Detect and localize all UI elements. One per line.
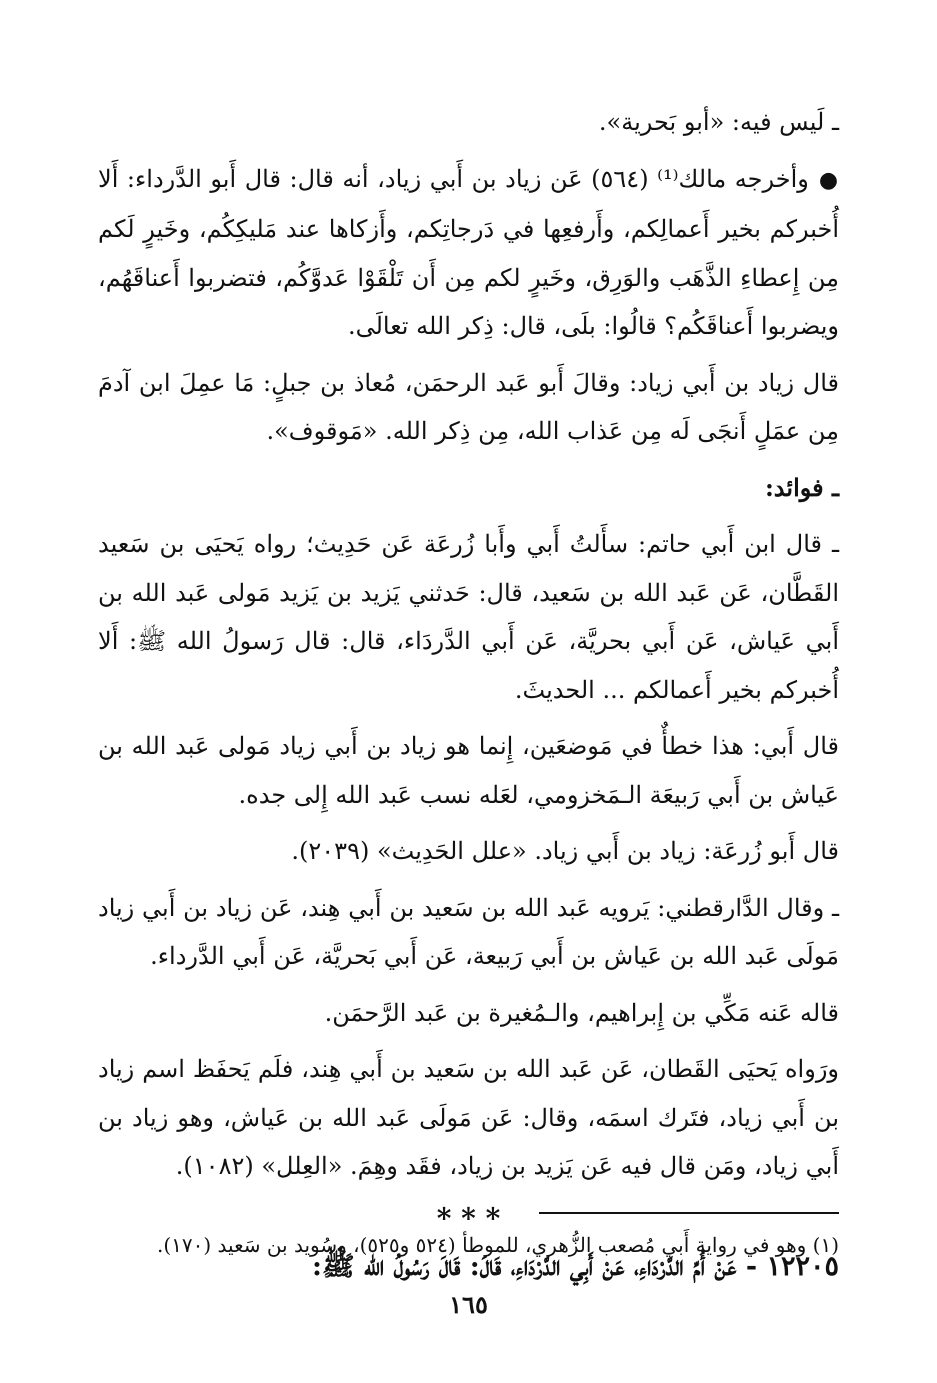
paragraph-3: قال زياد بن أَبي زياد: وقالَ أَبو عَبد الرحمَن، مُعاذ بن جبلٍ: مَا عمِلَ ابن آدمَ مِن عمَلٍ أَنجَى لَه مِن عَذاب الله، مِن ذِكر الله. «مَوقوف». <box>98 368 840 445</box>
page-number: ١٦٥ <box>449 1290 488 1319</box>
paragraph-8: ـ وقال الدَّارقطني: يَرويه عَبد الله بن سَعيد بن أَبي هِند، عَن زياد بن أَبي زياد مَولَى عَبد الله بن عَياش بن أَبي رَبيعة، عَن أَبي بَحريَّة، عَن أَبي الدَّرداء. <box>98 893 839 970</box>
paragraph-6: قال أَبي: هذا خطأٌ في مَوضعَين، إِنما هو زياد بن أَبي زياد مَولى عَبد الله بن عَياش بن أَبي رَبيعَة الـمَخزومي، لعَله نسب عَبد الله إِلى جده. <box>98 732 839 809</box>
main-text-block <box>98 98 839 1299</box>
section-heading-fawaid: ـ فوائد: <box>764 472 839 502</box>
paragraph-1: ـ لَيس فيه: «أبو بَحرية». <box>598 108 839 136</box>
footnote: (١) وهو في رواية أَبي مُصعب الزُّهري، للموطأ (٥٢٤ و٥٢٥)، وسُويد بن سَعيد (١٧٠). <box>156 1233 839 1257</box>
paragraph-9: قاله عَنه مَكِّي بن إِبراهيم، والـمُغيرة بن عَبد الرَّحمَن. <box>324 998 839 1027</box>
paragraph-7: قال أَبو زُرعَة: زياد بن أَبي زياد. «علل الحَدِيث» (٢٠٣٩). <box>291 837 839 865</box>
hadith-heading: ١٢٢٠٥ - عَنْ أُمِّ الدَّرْدَاءِ، عَنْ أَبِي الدَّرْدَاءِ، قَالَ: قَالَ رَسُولُ الله ﷺ: <box>312 1250 839 1282</box>
bullet-icon: ● <box>818 167 839 193</box>
paragraph-10: ورَواه يَحيَى القَطان، عَن عَبد الله بن سَعيد بن أَبي هِند، فلَم يَحفَظ اسم زياد بن أَبي زياد، فتَرك اسمَه، وقال: عَن مَولَى عَبد الله بن عَياش، وهو زياد بن أَبي زياد، ومَن قال فيه عَن يَزيد بن زياد، فقَد وهِمَ. «العِلل» (١٠٨٢). <box>98 1055 839 1180</box>
paragraph-2-text: وأخرجه مالك⁽¹⁾ (٥٦٤) عَن زياد بن أَبي زياد، أنه قال: قال أَبو الدَّرداء: أَلا أُخبركم بخير أَعمالِكم، وأَرفعِها في دَرجاتِكم، وأَزكاها عند مَليكِكُم، وخَيرٍ لَكم مِن إِعطاءِ الذَّهَب والوَرِق، وخَيرٍ لكم مِن أَن تَلْقَوْا عَدوَّكُم، فتضربوا أَعناقَهُم، ويضربوا أَعناقَكُم؟ قالُوا: بلَى، قال: ذِكر الله تعالَى. <box>98 164 839 340</box>
paragraph-5: ـ قال ابن أَبي حاتم: سأَلتُ أَبي وأَبا زُرعَة عَن حَدِيث؛ رواه يَحيَى بن سَعيد القَطَّان، عَن عَبد الله بن سَعيد، قال: حَدثني يَزيد بن يَزيد مَولى عَبد الله بن أَبي عَياش، عَن أَبي بحريَّة، عَن أَبي الدَّردَاء، قال: قال رَسولُ الله ﷺ: أَلا أُخبركم بخير أَعمالكم ... الحديثَ. <box>98 530 839 704</box>
footnote-divider <box>539 1212 839 1214</box>
paragraph-2 <box>98 155 839 351</box>
section-separator: * * * <box>436 1201 501 1235</box>
